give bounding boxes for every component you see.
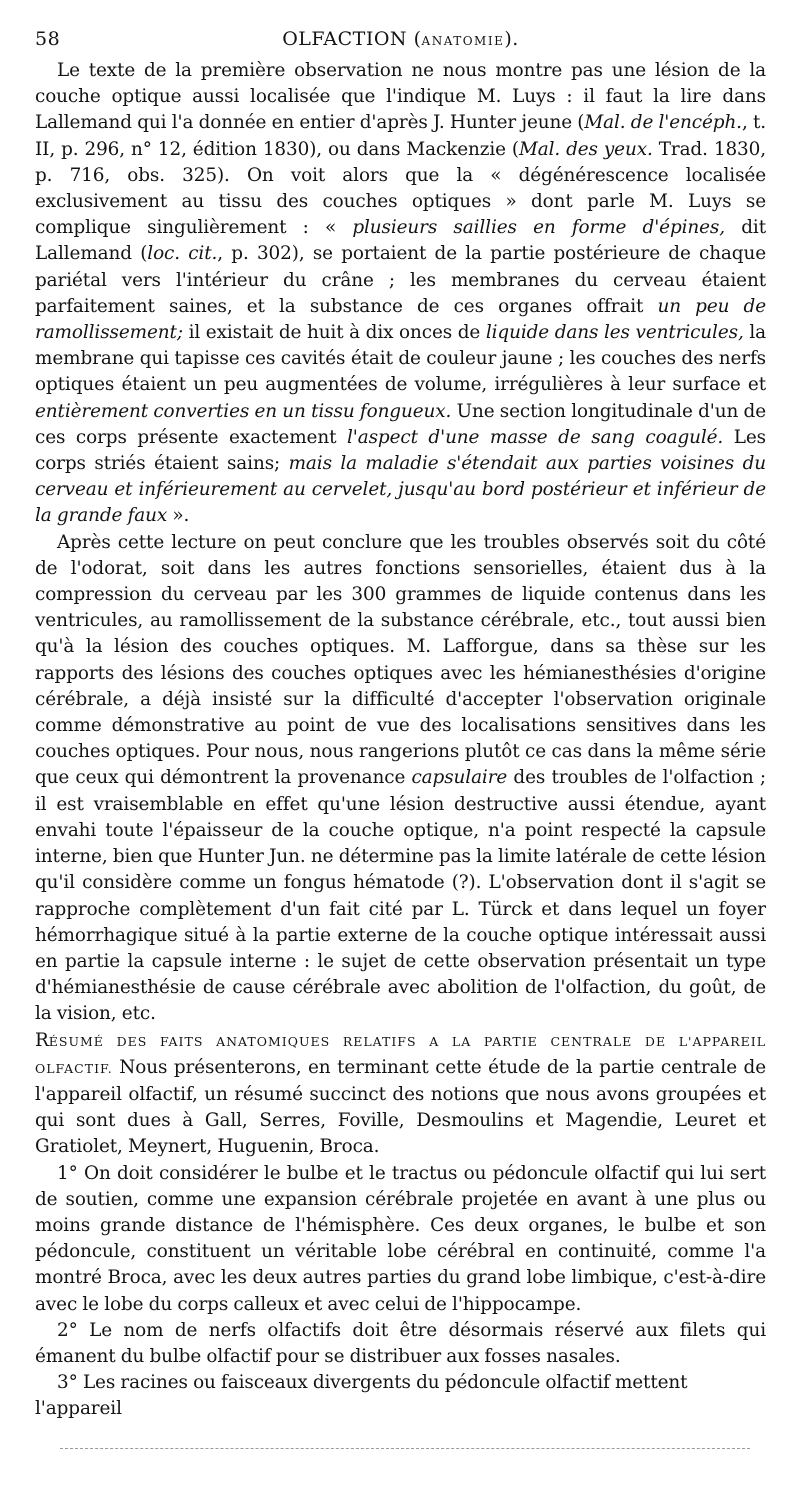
running-header bbox=[35, 28, 766, 58]
paragraph-point-3: 3° Les racines ou faisceaux divergents du pédoncule olfactif mettent l'appareil bbox=[35, 1372, 688, 1420]
bottom-dashed-rule bbox=[60, 1448, 750, 1449]
book-page bbox=[35, 28, 766, 1423]
paragraph-point-1: 1° On doit considérer le bulbe et le tractus ou pédoncule olfactif qui lui sert de soutien, comme une expansion cérébrale projetée en avant à une plus ou moins grande distance de l'hémisphère. Ces deux organes, le bulbe et son pédoncule, constituent un véritable lobe cérébral en continuité, comme l'a montré Broca, avec les deux autres parties du grand lobe limbique, c'est-à-dire avec le lobe du corps calleux et avec celui de l'hippocampe. bbox=[35, 1162, 766, 1315]
paragraph-resume-heading: RÉSUMÉ DES FAITS ANATOMIQUES RELATIFS A LA PARTIE CENTRALE DE L'APPAREIL OLFACTIF. Nous présenterons, en terminant cette étude de la partie centrale de l'appareil olfactif, un résumé succinct des notions que nous avons groupées et qui sont dues à Gall, Serres, Foville, Desmoulins et Magendie, Leuret et Gratiolet, Meynert, Huguenin, Broca. bbox=[35, 1029, 766, 1158]
resume-initial: R bbox=[35, 1029, 49, 1051]
paragraph-point-2: 2° Le nom de nerfs olfactifs doit être désormais réservé aux filets qui émanent du bulbe olfactif pour se distribuer aux fosses nasales. bbox=[35, 1319, 766, 1367]
page-body bbox=[35, 58, 766, 1423]
paragraph-conclusion: Après cette lecture on peut conclure que les troubles observés soit du côté de l'odorat, soit dans les autres fonctions sensorielles, étaient dus à la compression du cerveau par les 300 grammes de liquide contenus dans les ventricules, au ramollissement de la substance cérébrale, etc., tout aussi bien qu'à la lésion des couches optiques. M. Lafforgue, dans sa thèse sur les rapports des lésions des couches optiques avec les hémianesthésies d'origine cérébrale, a déjà insisté sur la difficulté d'accepter l'observation originale comme démonstrative au point de vue des localisations sensitives dans les couches optiques. Pour nous, nous rangerions plutôt ce cas dans la même série que ceux qui démontrent la provenance capsulaire des troubles de l'olfaction ; il est vraisemblable en effet qu'une lésion destructive aussi étendue, ayant envahi toute l'épaisseur de la couche optique, n'a point respecté la capsule interne, bien que Hunter Jun. ne détermine pas la limite latérale de cette lésion qu'il considère comme un fongus hématode (?). L'observation dont il s'agit se rapproche complètement d'un fait cité par L. Türck et dans lequel un foyer hémorrhagique situé à la partie externe de la couche optique intéressait aussi en partie la capsule interne : le sujet de cette observation présentait un type d'hémianesthésie de cause cérébrale avec abolition de l'olfaction, du goût, de la vision, etc. bbox=[35, 531, 767, 1025]
running-title-main: OLFACTION bbox=[282, 28, 408, 50]
resume-small-caps: ÉSUMÉ DES FAITS ANATOMIQUES RELATIFS A LA PARTIE CENTRALE DE L'APPAREIL OLFACTIF. bbox=[35, 1033, 766, 1076]
page-number: 58 bbox=[35, 28, 61, 50]
running-title: OLFACTION (ANATOMIE). bbox=[282, 28, 519, 50]
running-title-sub: ANATOMIE bbox=[421, 34, 505, 48]
paragraph-observation: Le texte de la première observation ne nous montre pas une lésion de la couche optique aussi localisée que l'indique M. Luys : il faut la lire dans Lallemand qui l'a donnée en entier d'après J. Hunter jeune (Mal. de l'encéph., t. II, p. 296, n° 12, édition 1830), ou dans Mackenzie (Mal. des yeux. Trad. 1830, p. 716, obs. 325). On voit alors que la « dégénérescence localisée exclusivement au tissu des couches optiques » dont parle M. Luys se complique singulièrement : « plusieurs saillies en forme d'épines, dit Lallemand (loc. cit., p. 302), se portaient de la partie postérieure de chaque pariétal vers l'intérieur du crâne ; les membranes du cerveau étaient parfaitement saines, et la substance de ces organes offrait un peu de ramollissement; il existait de huit à dix onces de liquide dans les ventricules, la membrane qui tapisse ces cavités était de couleur jaune ; les couches des nerfs optiques étaient un peu augmentées de volume, irrégulières à leur surface et entièrement converties en un tissu fongueux. Une section longitudinale d'un de ces corps présente exactement l'aspect d'une masse de sang coagulé. Les corps striés étaient sains; mais la maladie s'étendait aux parties voisines du cerveau et inférieurement au cervelet, jusqu'au bord postérieur et inférieur de la grande faux ». bbox=[35, 60, 767, 527]
